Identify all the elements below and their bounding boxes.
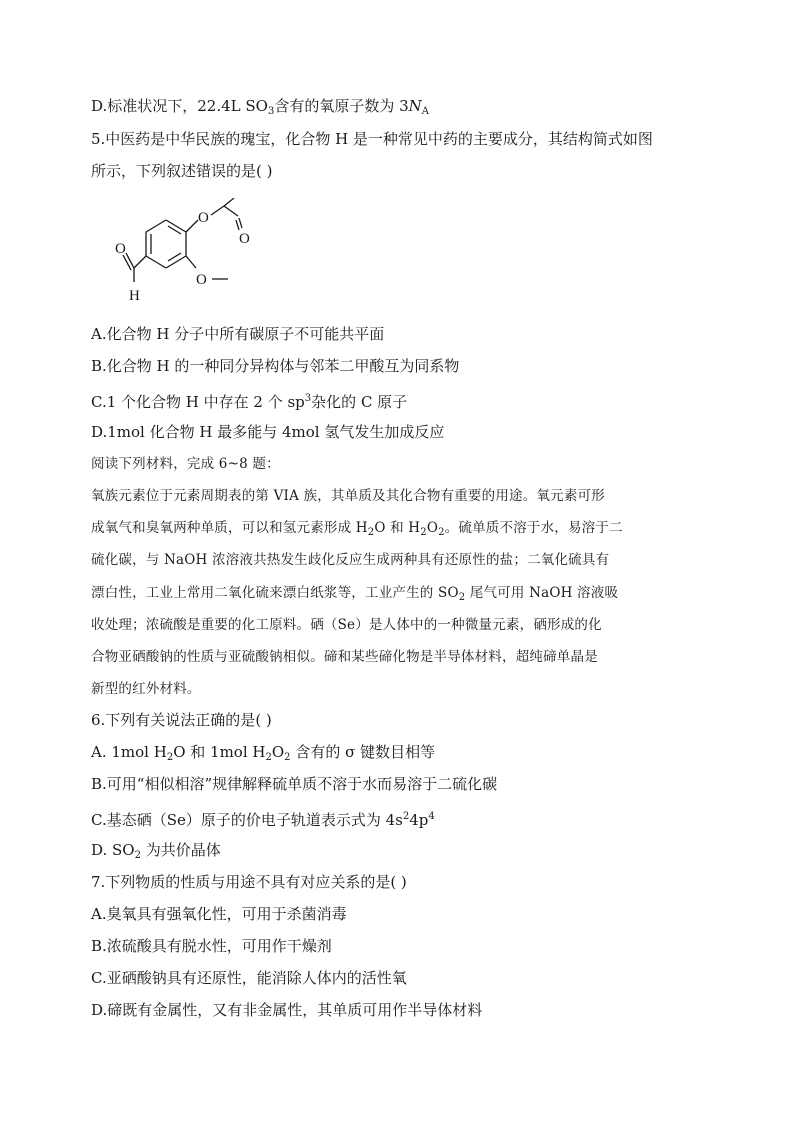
atom-o-methoxy: O [196, 272, 207, 288]
q6-option-c-text: C.基态硒（Se）原子的价电子轨道表示式为 4s [91, 811, 403, 829]
q6-option-c-text: 4p [409, 811, 429, 829]
q6-option-a-text: A. 1mol H [91, 743, 167, 761]
compound-h-structure [108, 198, 278, 310]
reading-line-5: 收处理；浓硫酸是重要的化工原料。硒（Se）是人体中的一种微量元素，硒形成的化 [91, 617, 602, 633]
reading-text: 漂白性，工业上常用二氧化硫来漂白纸浆等，工业产生的 SO [91, 585, 459, 601]
reading-line-2 [91, 517, 711, 544]
q5-stem-line-2: 所示，下列叙述错误的是( ) [91, 162, 273, 180]
q5-option-d: D.1mol 化合物 H 最多能与 4mol 氢气发生加成反应 [91, 423, 445, 441]
avogadro-symbol: N [408, 97, 422, 115]
subscript: 2 [166, 752, 174, 763]
q4-option-d-text-2: 含有的氧原子数为 3 [274, 97, 409, 115]
q6-option-d-text: D. SO [91, 841, 135, 859]
q6-option-c [91, 806, 711, 831]
reading-line-7: 新型的红外材料。 [91, 681, 201, 697]
q5-option-b: B.化合物 H 的一种同分异构体与邻苯二甲酸互为同系物 [91, 357, 460, 375]
q7-option-c: C.亚硒酸钠具有还原性，能消除人体内的活性氧 [91, 969, 407, 987]
reading-line-3: 硫化碳，与 NaOH 浓溶液共热发生歧化反应生成两种具有还原性的盐；二氧化硫具有 [91, 552, 610, 568]
superscript: 4 [428, 811, 435, 822]
reading-intro: 阅读下列材料，完成 6~8 题： [91, 456, 280, 472]
subscript: 3 [267, 106, 275, 117]
reading-line-1: 氧族元素位于元素周期表的第 VIA 族，其单质及其化合物有重要的用途。氧元素可形 [91, 488, 605, 504]
q6-option-a-text: O [271, 743, 285, 761]
q5-option-c-text-2: 杂化的 C 原子 [311, 393, 408, 411]
q6-stem: 6.下列有关说法正确的是( ) [91, 711, 272, 729]
atom-h-aldehyde: H [129, 288, 140, 304]
subscript: A [421, 106, 430, 117]
atom-o-carbonyl: O [239, 231, 250, 247]
subscript: 2 [458, 592, 466, 603]
subscript: 2 [438, 527, 445, 538]
q5-option-a: A.化合物 H 分子中所有碳原子不可能共平面 [91, 325, 385, 343]
q6-option-b: B.可用“相似相溶”规律解释硫单质不溶于水而易溶于二硫化碳 [91, 775, 498, 793]
superscript: 3 [304, 393, 312, 404]
q7-option-a: A.臭氧具有强氧化性，可用于杀菌消毒 [91, 905, 347, 923]
subscript: 2 [420, 527, 427, 538]
q4-option-d-text: D.标准状况下，22.4L SO [91, 97, 268, 115]
reading-text: 成氧气和臭氧两种单质，可以和氢元素形成 H [91, 520, 368, 536]
q6-option-a-text: O 和 1mol H [173, 743, 266, 761]
q5-option-c [91, 388, 711, 413]
subscript: 2 [284, 752, 291, 763]
q7-option-b: B.浓硫酸具有脱水性，可用作干燥剂 [91, 937, 332, 955]
q6-option-a-text: 含有的 σ 键数目相等 [290, 743, 436, 761]
subscript: 2 [367, 527, 375, 538]
reading-text: O [426, 520, 439, 536]
q4-option-d [91, 95, 711, 123]
q6-option-a [91, 741, 711, 769]
atom-o-aldehyde: O [115, 241, 126, 257]
q5-option-c-text: C.1 个化合物 H 中存在 2 个 sp [91, 393, 305, 411]
reading-line-4 [91, 582, 711, 609]
q7-option-d: D.碲既有金属性，又有非金属性，其单质可用作半导体材料 [91, 1001, 483, 1019]
reading-text: 尾气可用 NaOH 溶液吸 [465, 585, 619, 601]
q5-stem-line-1: 5.中医药是中华民族的瑰宝，化合物 H 是一种常见中药的主要成分，其结构简式如图 [91, 130, 653, 148]
reading-line-6: 合物亚硒酸钠的性质与亚硫酸钠相似。碲和某些碲化物是半导体材料，超纯碲单晶是 [91, 649, 598, 665]
atom-o-ester: O [198, 210, 209, 226]
reading-text: 。硫单质不溶于水，易溶于二 [444, 520, 623, 536]
subscript: 2 [265, 752, 272, 763]
q6-option-d-text: 为共价晶体 [140, 841, 221, 859]
q7-stem: 7.下列物质的性质与用途不具有对应关系的是( ) [91, 873, 407, 891]
reading-text: O 和 H [374, 520, 421, 536]
subscript: 2 [134, 850, 141, 861]
q6-option-d [91, 839, 711, 867]
superscript: 2 [402, 811, 410, 822]
